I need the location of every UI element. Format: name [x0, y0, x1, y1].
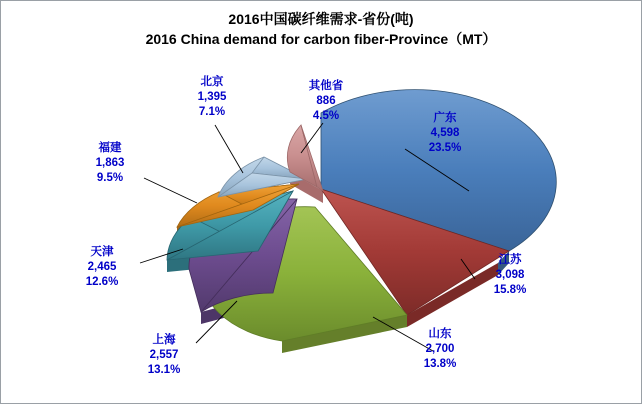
label-beijing-name: 北京 — [200, 76, 224, 88]
label-fujian-pct: 9.5% — [96, 172, 124, 184]
label-beijing-pct: 7.1% — [198, 106, 226, 118]
pie-chart — [1, 1, 643, 405]
chart-subtitle: 2016 China demand for carbon fiber-Province（MT） — [145, 31, 497, 47]
label-guangdong-value: 4,598 — [430, 127, 460, 139]
label-jiangsu-name: 江苏 — [498, 254, 522, 266]
pie-top-faces — [167, 90, 556, 341]
label-jiangsu-pct: 15.8% — [493, 284, 527, 296]
label-tianjin-pct: 12.6% — [85, 276, 119, 288]
label-fujian — [71, 141, 149, 186]
label-beijing — [173, 75, 251, 120]
label-shandong-value: 2,700 — [425, 343, 455, 355]
label-tianjin — [63, 245, 141, 290]
label-shandong — [401, 327, 479, 372]
label-jiangsu-value: 3,098 — [495, 269, 525, 281]
label-shanghai — [125, 333, 203, 378]
label-tianjin-name: 天津 — [90, 246, 114, 258]
label-fujian-value: 1,863 — [95, 157, 125, 169]
label-guangdong — [405, 111, 485, 156]
label-shanghai-name: 上海 — [152, 334, 176, 346]
label-other-name: 其他省 — [308, 80, 344, 92]
label-beijing-value: 1,395 — [197, 91, 227, 103]
label-tianjin-value: 2,465 — [87, 261, 117, 273]
label-other — [287, 79, 365, 124]
chart-title: 2016中国碳纤维需求-省份(吨) — [228, 11, 414, 27]
label-shanghai-pct: 13.1% — [147, 364, 181, 376]
label-jiangsu — [471, 253, 549, 298]
label-shanghai-value: 2,557 — [149, 349, 179, 361]
label-shandong-name: 山东 — [428, 328, 452, 340]
label-guangdong-name: 广东 — [433, 112, 457, 124]
label-other-value: 886 — [316, 95, 336, 107]
label-guangdong-pct: 23.5% — [428, 142, 462, 154]
label-fujian-name: 福建 — [98, 142, 122, 154]
leader-beijing — [215, 125, 243, 173]
label-shandong-pct: 13.8% — [423, 358, 457, 370]
label-other-pct: 4.5% — [312, 110, 340, 122]
leader-fujian — [144, 178, 197, 203]
